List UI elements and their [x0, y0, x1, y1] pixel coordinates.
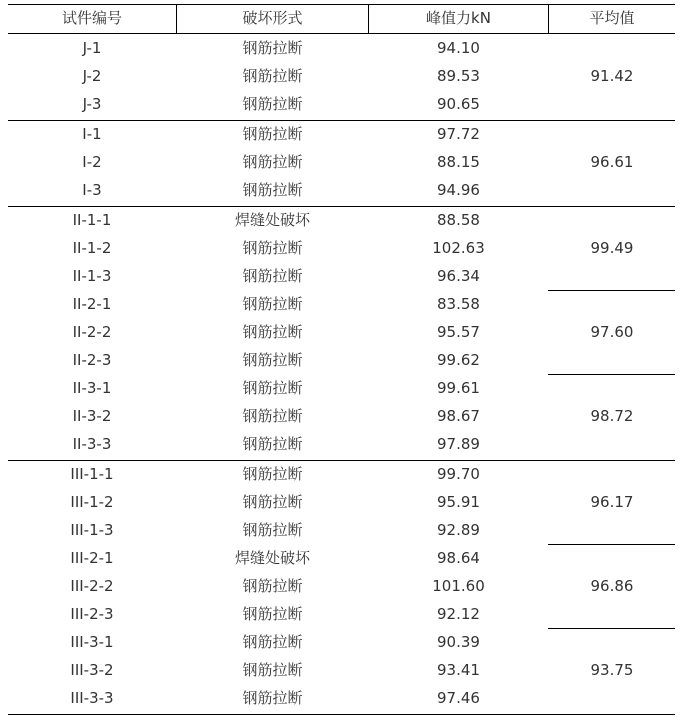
avg-rule-ii-2 — [548, 374, 675, 375]
average-cell: 99.49 — [590, 239, 634, 257]
peak-force-cell: 95.91 — [437, 493, 480, 511]
peak-force-cell: 101.60 — [432, 577, 485, 595]
failure-mode-cell: 钢筋拉断 — [242, 181, 303, 199]
specimen-id-cell: II-2-3 — [72, 351, 112, 369]
peak-force-cell: 102.63 — [432, 239, 485, 257]
peak-force-cell: 97.89 — [437, 435, 480, 453]
failure-mode-cell: 钢筋拉断 — [242, 153, 303, 171]
specimen-id-cell: III-3-1 — [70, 633, 114, 651]
specimen-id-cell: III-1-3 — [70, 521, 114, 539]
peak-force-cell: 88.58 — [437, 211, 480, 229]
group-rule-ii — [8, 460, 675, 461]
failure-mode-cell: 钢筋拉断 — [242, 379, 303, 397]
group-rule-i — [8, 206, 675, 207]
peak-force-cell: 99.61 — [437, 379, 480, 397]
failure-mode-cell: 钢筋拉断 — [242, 661, 303, 679]
peak-force-cell: 92.89 — [437, 521, 480, 539]
average-cell: 96.61 — [590, 153, 634, 171]
failure-mode-cell: 钢筋拉断 — [242, 267, 303, 285]
header-specimen-id: 试件编号 — [61, 9, 122, 27]
specimen-id-cell: III-2-1 — [70, 549, 114, 567]
specimen-id-cell: II-1-1 — [72, 211, 112, 229]
failure-mode-cell: 钢筋拉断 — [242, 67, 303, 85]
failure-mode-cell: 钢筋拉断 — [242, 521, 303, 539]
average-cell: 97.60 — [590, 323, 634, 341]
average-cell: 93.75 — [590, 661, 634, 679]
specimen-id-cell: III-1-1 — [70, 465, 114, 483]
header-divider-3 — [548, 4, 549, 33]
peak-force-cell: 89.53 — [437, 67, 480, 85]
failure-mode-cell: 钢筋拉断 — [242, 39, 303, 57]
top-rule — [8, 4, 675, 5]
specimen-id-cell: II-3-1 — [72, 379, 112, 397]
avg-rule-ii-1 — [548, 290, 675, 291]
specimen-id-cell: I-1 — [82, 125, 102, 143]
header-divider-1 — [176, 4, 177, 33]
bottom-rule — [8, 714, 675, 715]
group-rule-j — [8, 120, 675, 121]
specimen-id-cell: J-3 — [82, 95, 102, 113]
peak-force-cell: 83.58 — [437, 295, 480, 313]
failure-mode-cell: 钢筋拉断 — [242, 577, 303, 595]
failure-mode-cell: 钢筋拉断 — [242, 435, 303, 453]
peak-force-cell: 99.70 — [437, 465, 480, 483]
average-cell: 96.17 — [590, 493, 634, 511]
header-failure-mode: 破坏形式 — [242, 9, 303, 27]
header-average: 平均值 — [589, 9, 635, 27]
peak-force-cell: 97.46 — [437, 689, 480, 707]
failure-mode-cell: 焊缝处破坏 — [234, 549, 310, 567]
peak-force-cell: 96.34 — [437, 267, 480, 285]
specimen-id-cell: III-3-2 — [70, 661, 114, 679]
average-cell: 96.86 — [590, 577, 634, 595]
failure-mode-cell: 钢筋拉断 — [242, 323, 303, 341]
failure-mode-cell: 钢筋拉断 — [242, 239, 303, 257]
peak-force-cell: 93.41 — [437, 661, 480, 679]
peak-force-cell: 90.39 — [437, 633, 480, 651]
specimen-id-cell: III-2-2 — [70, 577, 114, 595]
specimen-id-cell: J-2 — [82, 67, 102, 85]
specimen-id-cell: III-2-3 — [70, 605, 114, 623]
specimen-id-cell: I-2 — [82, 153, 102, 171]
peak-force-cell: 92.12 — [437, 605, 480, 623]
failure-mode-cell: 钢筋拉断 — [242, 493, 303, 511]
peak-force-cell: 95.57 — [437, 323, 480, 341]
specimen-id-cell: II-3-2 — [72, 407, 112, 425]
specimen-id-cell: II-2-2 — [72, 323, 112, 341]
peak-force-cell: 97.72 — [437, 125, 480, 143]
peak-force-cell: 90.65 — [437, 95, 480, 113]
specimen-id-cell: II-1-2 — [72, 239, 112, 257]
peak-force-cell: 94.96 — [437, 181, 480, 199]
failure-mode-cell: 钢筋拉断 — [242, 125, 303, 143]
failure-mode-cell: 钢筋拉断 — [242, 95, 303, 113]
failure-mode-cell: 钢筋拉断 — [242, 295, 303, 313]
header-peak-force: 峰值力kN — [426, 9, 491, 27]
specimen-id-cell: III-3-3 — [70, 689, 114, 707]
specimen-id-cell: II-3-3 — [72, 435, 112, 453]
avg-rule-iii-2 — [548, 628, 675, 629]
failure-mode-cell: 钢筋拉断 — [242, 407, 303, 425]
failure-mode-cell: 焊缝处破坏 — [234, 211, 310, 229]
specimen-id-cell: I-3 — [82, 181, 102, 199]
avg-rule-iii-1 — [548, 544, 675, 545]
peak-force-cell: 88.15 — [437, 153, 480, 171]
peak-force-cell: 98.64 — [437, 549, 480, 567]
average-cell: 91.42 — [590, 67, 634, 85]
header-bottom-rule — [8, 33, 675, 34]
failure-mode-cell: 钢筋拉断 — [242, 633, 303, 651]
specimen-id-cell: II-1-3 — [72, 267, 112, 285]
failure-mode-cell: 钢筋拉断 — [242, 465, 303, 483]
peak-force-cell: 94.10 — [437, 39, 480, 57]
failure-mode-cell: 钢筋拉断 — [242, 689, 303, 707]
peak-force-cell: 98.67 — [437, 407, 480, 425]
failure-mode-cell: 钢筋拉断 — [242, 351, 303, 369]
specimen-id-cell: III-1-2 — [70, 493, 114, 511]
average-cell: 98.72 — [590, 407, 634, 425]
failure-mode-cell: 钢筋拉断 — [242, 605, 303, 623]
peak-force-cell: 99.62 — [437, 351, 480, 369]
header-divider-2 — [368, 4, 369, 33]
specimen-id-cell: II-2-1 — [72, 295, 112, 313]
specimen-id-cell: J-1 — [82, 39, 102, 57]
